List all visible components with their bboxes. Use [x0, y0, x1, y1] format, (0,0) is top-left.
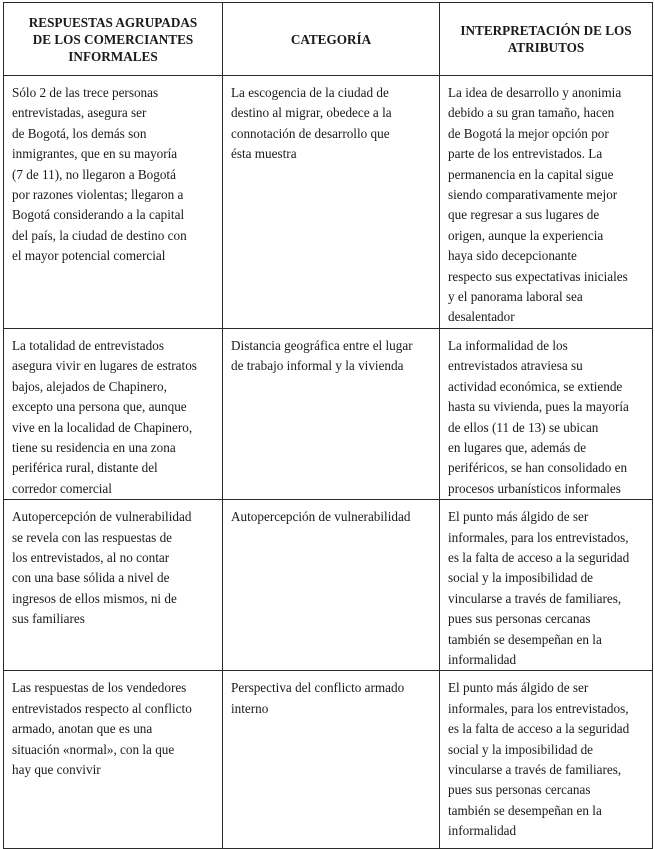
table-row	[4, 500, 653, 671]
cell-interpretation	[440, 500, 653, 671]
cell-category	[223, 500, 440, 671]
table-row	[4, 76, 653, 329]
cell-text: Sólo 2 de las trece personas entrevistadas, asegura ser de Bogotá, los demás son inmigrantes, que en su mayoría (7 de 11), no llegaron a Bogotá por razones violentas; llegaron a Bogotá considerando a la capital del país, la ciudad de destino con el mayor potencial comercial	[12, 85, 187, 264]
cell-interpretation	[440, 328, 653, 499]
table-row	[4, 671, 653, 849]
header-category	[223, 3, 440, 76]
header-label: RESPUESTAS AGRUPADAS DE LOS COMERCIANTES INFORMALES	[28, 14, 198, 64]
cell-interpretation	[440, 76, 653, 329]
cell-text: Autopercepción de vulnerabilidad	[231, 509, 411, 525]
cell-responses	[4, 671, 223, 849]
header-grouped-responses	[4, 3, 223, 76]
cell-text: La escogencia de la ciudad de destino al migrar, obedece a la connotación de desarrollo que ésta muestra	[231, 85, 392, 162]
cell-text: Perspectiva del conflicto armado interno	[231, 680, 405, 716]
cell-responses	[4, 328, 223, 499]
cell-text: Las respuestas de los vendedores entrevistados respecto al conflicto armado, anotan que es una situación «normal», con la que hay que convivir	[12, 680, 192, 777]
cell-text: La informalidad de los entrevistados atraviesa su actividad económica, se extiende hasta su vivienda, pues la mayoría de ellos (11 de 13) se ubican en lugares que, además de periféricos, se han consolidado en procesos urbanísticos informales	[448, 337, 629, 496]
table-header-row	[4, 3, 653, 76]
header-label: CATEGORÍA	[290, 31, 372, 47]
cell-text: El punto más álgido de ser informales, para los entrevistados, es la falta de acceso a la seguridad social y la imposibilidad de vincularse a través de familiares, pues sus personas cercanas también se desempeñan en la informalidad	[448, 680, 630, 839]
cell-category	[223, 671, 440, 849]
cell-text: La idea de desarrollo y anonimia debido a su gran tamaño, hacen de Bogotá la mejor opción por parte de los entrevistados. La permanencia en la capital sigue siendo comparativamente mejor que regresar a sus lugares de origen, aunque la experiencia haya sido decepcionante respecto sus expectativas iniciales y el panorama laboral sea desalentador	[448, 85, 628, 325]
cell-text: Autopercepción de vulnerabilidad se revela con las respuestas de los entrevistados, al no contar con una base sólida a nivel de ingresos de ellos mismos, ni de sus familiares	[12, 509, 192, 627]
cell-text: Distancia geográfica entre el lugar de trabajo informal y la vivienda	[231, 337, 413, 374]
cell-category	[223, 76, 440, 329]
cell-responses	[4, 500, 223, 671]
attributes-table	[3, 2, 653, 849]
cell-text: La totalidad de entrevistados asegura vivir en lugares de estratos bajos, alejados de Chapinero, excepto una persona que, aunque vive en la localidad de Chapinero, tiene su residencia en una zona periférica rural, distante del corredor comercial	[12, 337, 197, 496]
cell-responses	[4, 76, 223, 329]
header-interpretation	[440, 3, 653, 76]
cell-category	[223, 328, 440, 499]
header-label: INTERPRETACIÓN DE LOS ATRIBUTOS	[460, 23, 632, 55]
table-row	[4, 328, 653, 499]
cell-interpretation	[440, 671, 653, 849]
cell-text: El punto más álgido de ser informales, para los entrevistados, es la falta de acceso a la seguridad social y la imposibilidad de vincularse a través de familiares, pues sus personas cercanas también se desempeñan en la informalidad	[448, 509, 630, 667]
